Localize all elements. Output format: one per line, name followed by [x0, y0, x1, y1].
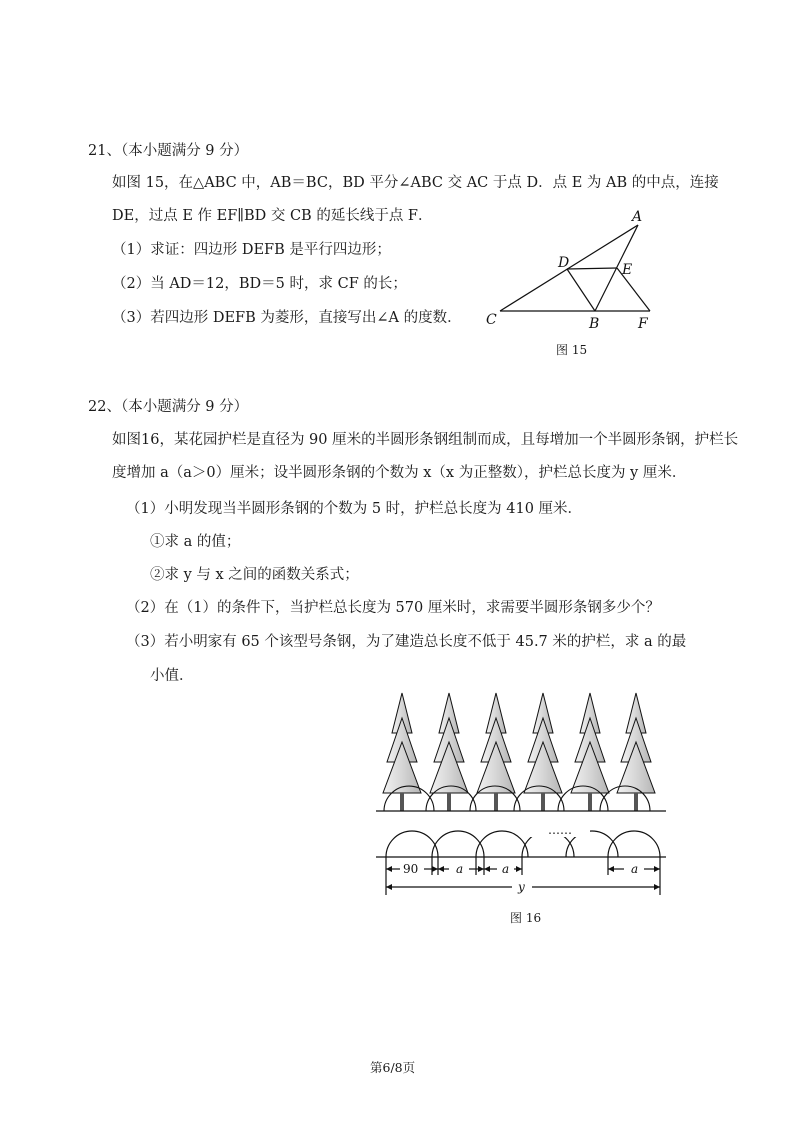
dim-label-a-3: a	[631, 862, 639, 876]
q21-intro-line1: 如图 15，在△ABC 中，AB＝BC，BD 平分∠ABC 交 AC 于点 D．点 E 为 AB 的中点，连接	[112, 175, 719, 191]
q21-heading: 21、（本小题满分 9 分）	[88, 143, 249, 159]
q22-part2: （2）在（1）的条件下，当护栏总长度为 570 厘米时，求需要半圆形条钢多少个？	[126, 600, 660, 616]
point-label-E: E	[622, 262, 633, 278]
tree-3	[477, 693, 515, 811]
q22-heading: 22、（本小题满分 9 分）	[88, 399, 249, 415]
tree-5	[571, 693, 609, 811]
semicircle-6	[608, 831, 660, 857]
point-label-B: B	[589, 316, 600, 332]
q22-intro-line2: 度增加 a（a＞0）厘米；设半圆形条钢的个数为 x（x 为正整数），护栏总长度为 y 厘米．	[112, 465, 687, 481]
dim-label-a-1: a	[456, 862, 464, 876]
q22-part1-sub2: ②求 y 与 x 之间的函数关系式；	[150, 567, 359, 583]
q22-part3-line2: 小值．	[150, 668, 194, 684]
q21-part1: （1）求证：四边形 DEFB 是平行四边形；	[112, 242, 391, 258]
q22-part1: （1）小明发现当半圆形条钢的个数为 5 时，护栏总长度为 410 厘米．	[126, 501, 583, 517]
semicircle-1	[386, 831, 438, 857]
figure-16-caption: 图 16	[510, 911, 542, 925]
point-label-F: F	[638, 316, 648, 332]
tree-6	[617, 693, 655, 811]
dim-label-90: 90	[403, 862, 419, 876]
point-label-C: C	[486, 312, 497, 328]
point-label-A: A	[632, 209, 643, 225]
q22-part3-line1: （3）若小明家有 65 个该型号条钢，为了建造总长度不低于 45.7 米的护栏，求 a 的最	[126, 634, 687, 650]
gap-mark: ……	[548, 823, 572, 837]
figure-15-caption: 图 15	[556, 343, 588, 357]
q22-part1-sub1: ①求 a 的值；	[150, 534, 241, 550]
q21-intro-line2: DE，过点 E 作 EF∥BD 交 CB 的延长线于点 F．	[112, 208, 433, 224]
dim-label-y: y	[518, 880, 525, 894]
q21-part3: （3）若四边形 DEFB 为菱形，直接写出∠A 的度数．	[112, 310, 462, 326]
tree-2	[430, 693, 468, 811]
q21-part2: （2）当 AD＝12，BD＝5 时，求 CF 的长；	[112, 276, 407, 292]
q22-intro-line1: 如图16，某花园护栏是直径为 90 厘米的半圆形条钢组制而成，且每增加一个半圆形条钢，护栏长	[112, 432, 739, 448]
dim-label-a-2: a	[502, 862, 510, 876]
page-number: 第6/8页	[370, 1060, 416, 1075]
tree-row	[383, 693, 655, 811]
tree-1	[383, 693, 421, 811]
point-label-D: D	[558, 255, 570, 271]
